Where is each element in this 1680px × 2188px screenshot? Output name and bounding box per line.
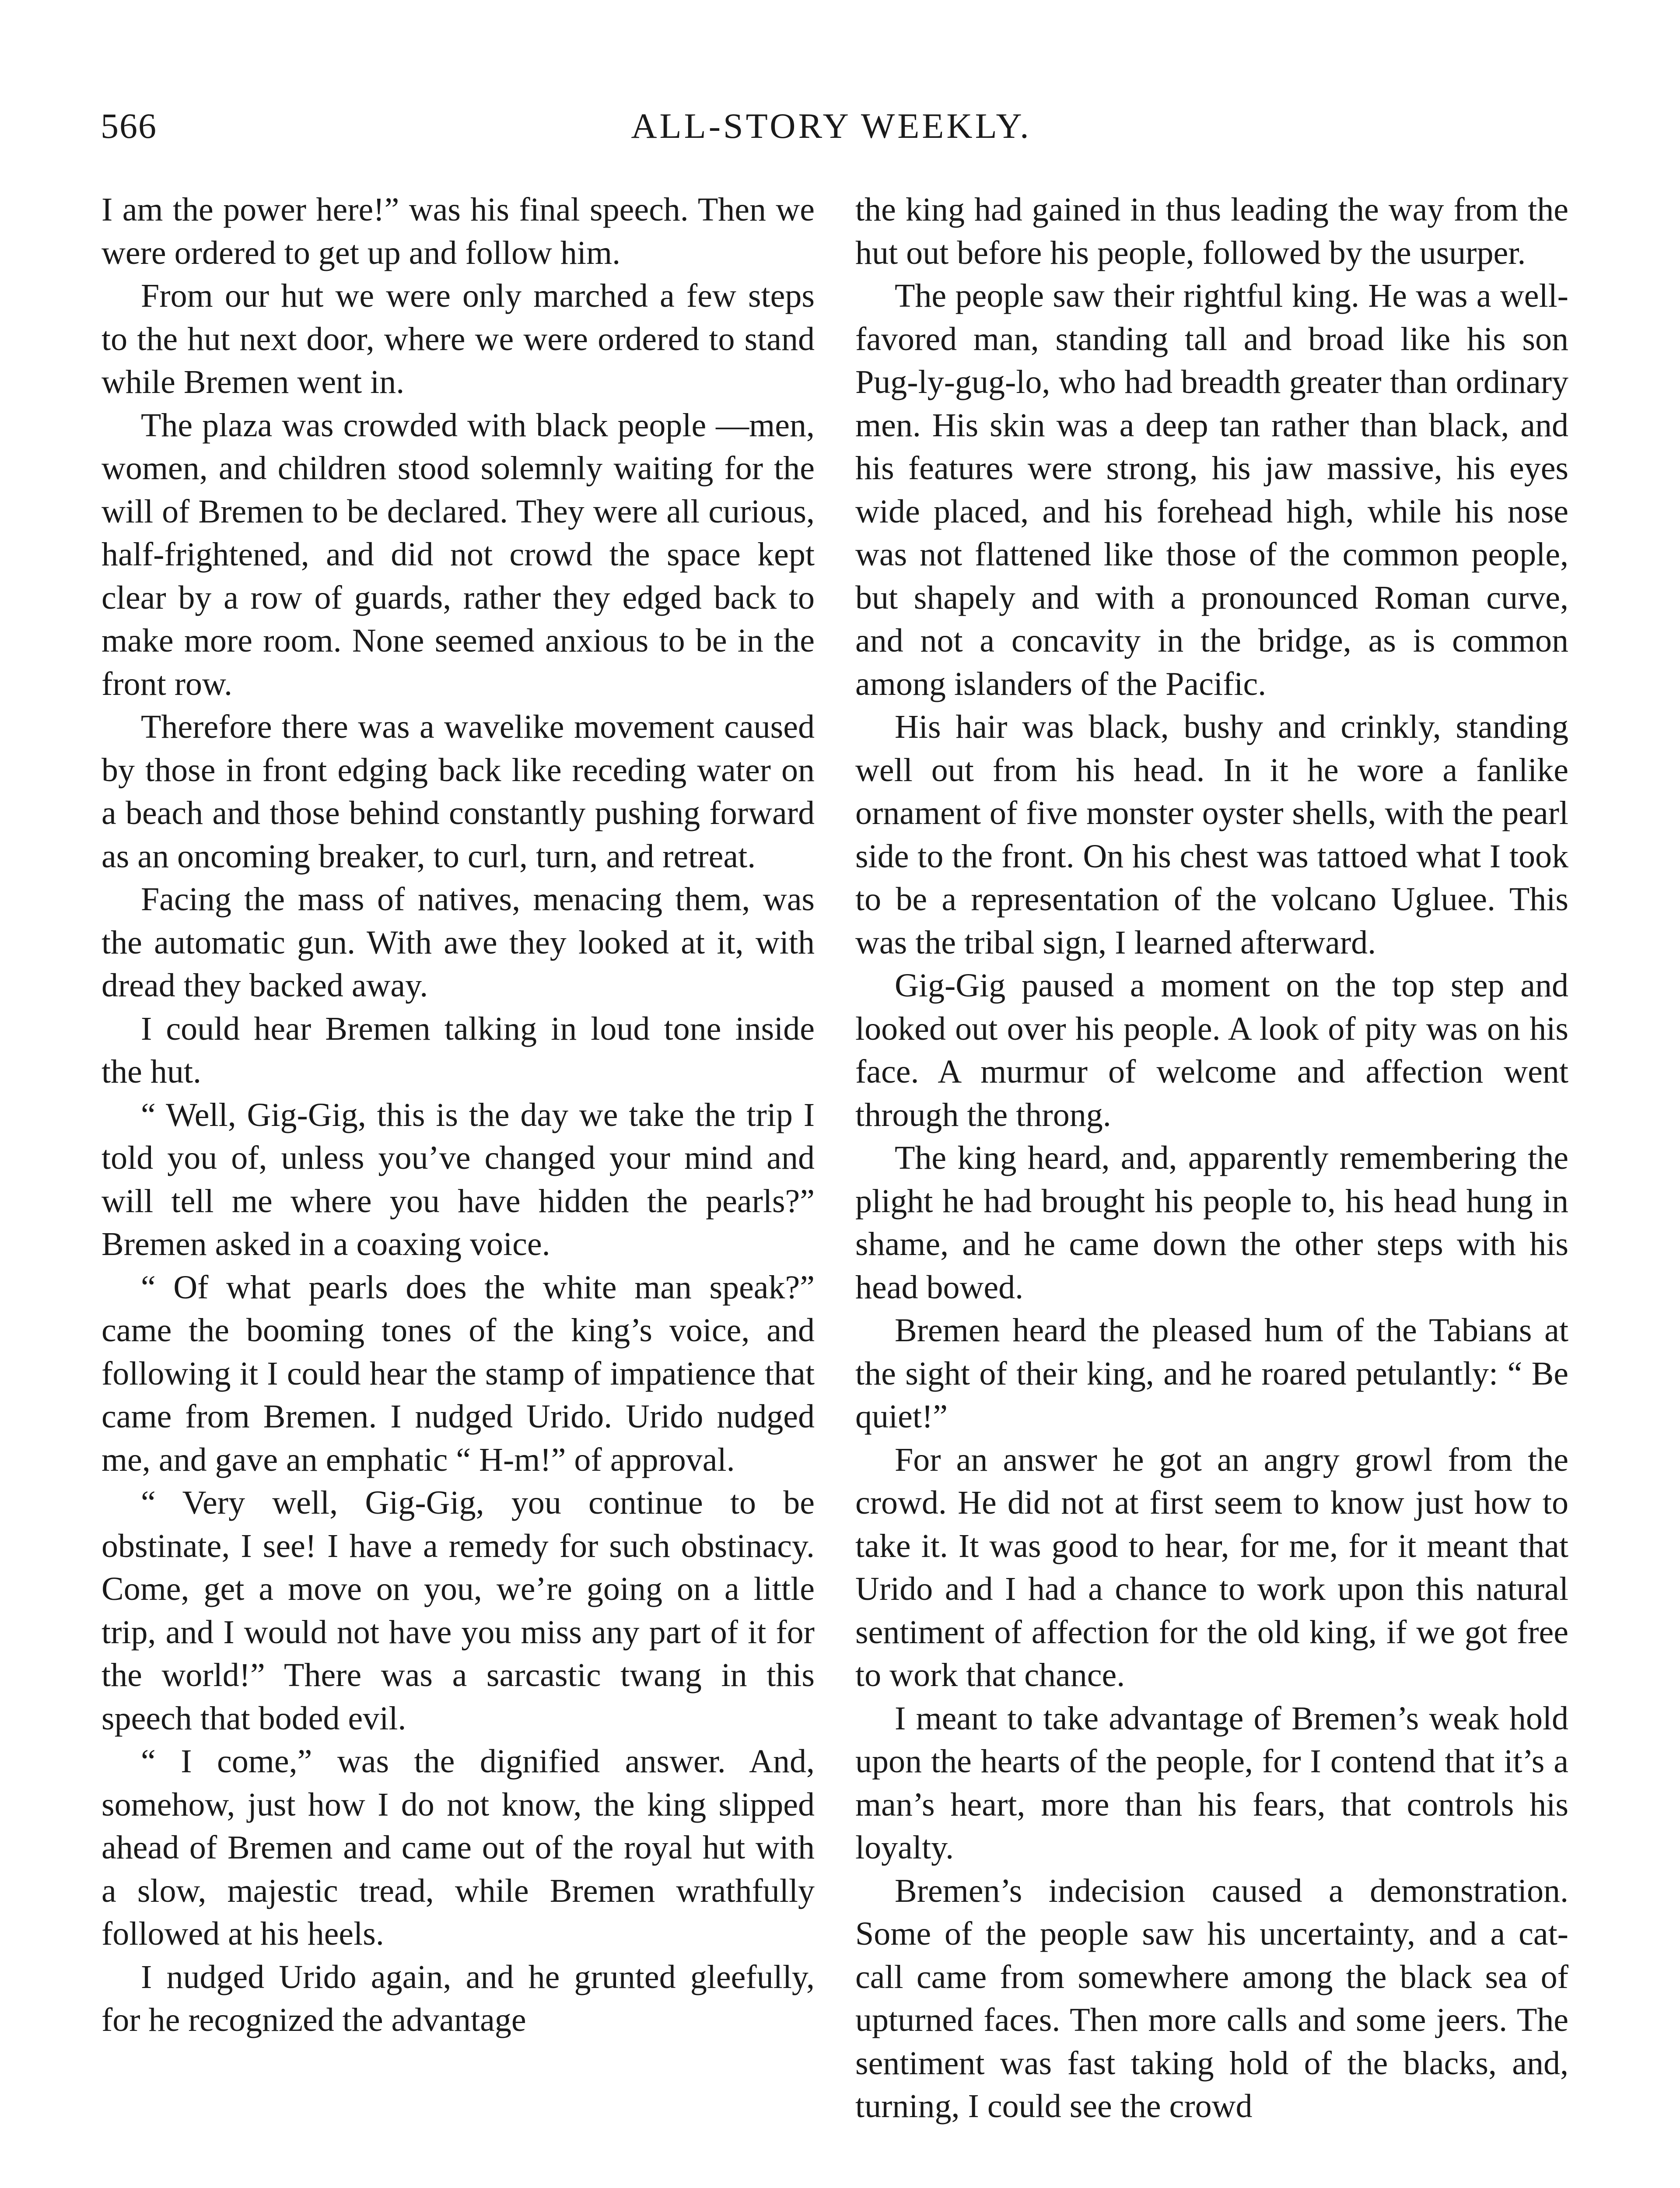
paragraph: Bremen heard the pleased hum of the Tabians at the sight of their king, and he roared petulantly: “ Be quiet!” (855, 1312, 1568, 1435)
paragraph: For an answer he got an angry growl from the crowd. He did not at first seem to know just how to take it. It was good to hear, for me, for it meant that Urido and I had a chance to work upon this natural sentiment of affection for the old king, if we got free to work that chance. (855, 1441, 1568, 1694)
paragraph: The king heard, and, apparently remembering the plight he had brought his people to, his head hung in shame, and he came down the other steps with his head bowed. (855, 1140, 1568, 1306)
left-column (102, 188, 815, 2042)
paragraph: From our hut we were only marched a few steps to the hut next door, where we were ordered to stand while Bremen went in. (102, 277, 815, 400)
page-header (101, 104, 1562, 157)
paragraph: “ Very well, Gig-Gig, you continue to be obstinate, I see! I have a remedy for such obstinacy. Come, get a move on you, we’re going on a little trip, and I would not have you miss any part of it for the world!” There was a sarcastic twang in this speech that boded evil. (102, 1484, 815, 1737)
paragraph: Facing the mass of natives, menacing them, was the automatic gun. With awe they looked at it, with dread they backed away. (102, 881, 815, 1004)
right-column (855, 188, 1568, 2128)
page-number: 566 (101, 106, 157, 146)
paragraph: “ Well, Gig-Gig, this is the day we take the trip I told you of, unless you’ve changed your mind and will tell me where you have hidden the pearls?” Bremen asked in a coaxing voice. (102, 1096, 815, 1262)
paragraph: Therefore there was a wavelike movement caused by those in front edging back like receding water on a beach and those behind constantly pushing forward as an oncoming breaker, to curl, turn, and retreat. (102, 708, 815, 875)
paragraph: His hair was black, bushy and crinkly, standing well out from his head. In it he wore a fanlike ornament of five monster oyster shells, with the pearl side to the front. On his chest was tattoed what I took to be a representation of the volcano Ugluee. This was the tribal sign, I learned afterward. (855, 708, 1568, 961)
paragraph: “ I come,” was the dignified answer. And, somehow, just how I do not know, the king slipped ahead of Bremen and came out of the royal hut with a slow, majestic tread, while Bremen wrathfully followed at his heels. (102, 1743, 815, 1952)
paragraph: Bremen’s indecision caused a demonstration. Some of the people saw his uncertainty, and a cat-call came from somewhere among the black sea of upturned faces. Then more calls and some jeers. The sentiment was fast taking hold of the blacks, and, turning, I could see the crowd (855, 1872, 1568, 2125)
paragraph: The people saw their rightful king. He was a well-favored man, standing tall and broad like his son Pug-ly-gug-lo, who had breadth greater than ordinary men. His skin was a deep tan rather than black, and his features were strong, his jaw massive, his eyes wide placed, and his forehead high, while his nose was not flattened like those of the common people, but shapely and with a pronounced Roman curve, and not a concavity in the bridge, as is common among islanders of the Pacific. (855, 277, 1568, 702)
running-head: ALL-STORY WEEKLY. (631, 106, 1032, 146)
paragraph: Gig-Gig paused a moment on the top step and looked out over his people. A look of pity was on his face. A murmur of welcome and affection went through the throng. (855, 967, 1568, 1133)
paragraph: I meant to take advantage of Bremen’s weak hold upon the hearts of the people, for I contend that it’s a man’s heart, more than his fears, that controls his loyalty. (855, 1700, 1568, 1866)
paragraph: I nudged Urido again, and he grunted gleefully, for he recognized the advantage (102, 1958, 815, 2038)
paragraph: “ Of what pearls does the white man speak?” came the booming tones of the king’s voice, and following it I could hear the stamp of impatience that came from Bremen. I nudged Urido. Urido nudged me, and gave an emphatic “ H-m!” of approval. (102, 1269, 815, 1478)
paragraph: I could hear Bremen talking in loud tone inside the hut. (102, 1010, 815, 1090)
paragraph: I am the power here!” was his final speech. Then we were ordered to get up and follow him. (102, 191, 815, 271)
paragraph: The plaza was crowded with black people —men, women, and children stood solemnly waiting for the will of Bremen to be declared. They were all curious, half-frightened, and did not crowd the space kept clear by a row of guards, rather they edged back to make more room. None seemed anxious to be in the front row. (102, 407, 815, 702)
paragraph: the king had gained in thus leading the way from the hut out before his people, followed by the usurper. (855, 191, 1568, 271)
